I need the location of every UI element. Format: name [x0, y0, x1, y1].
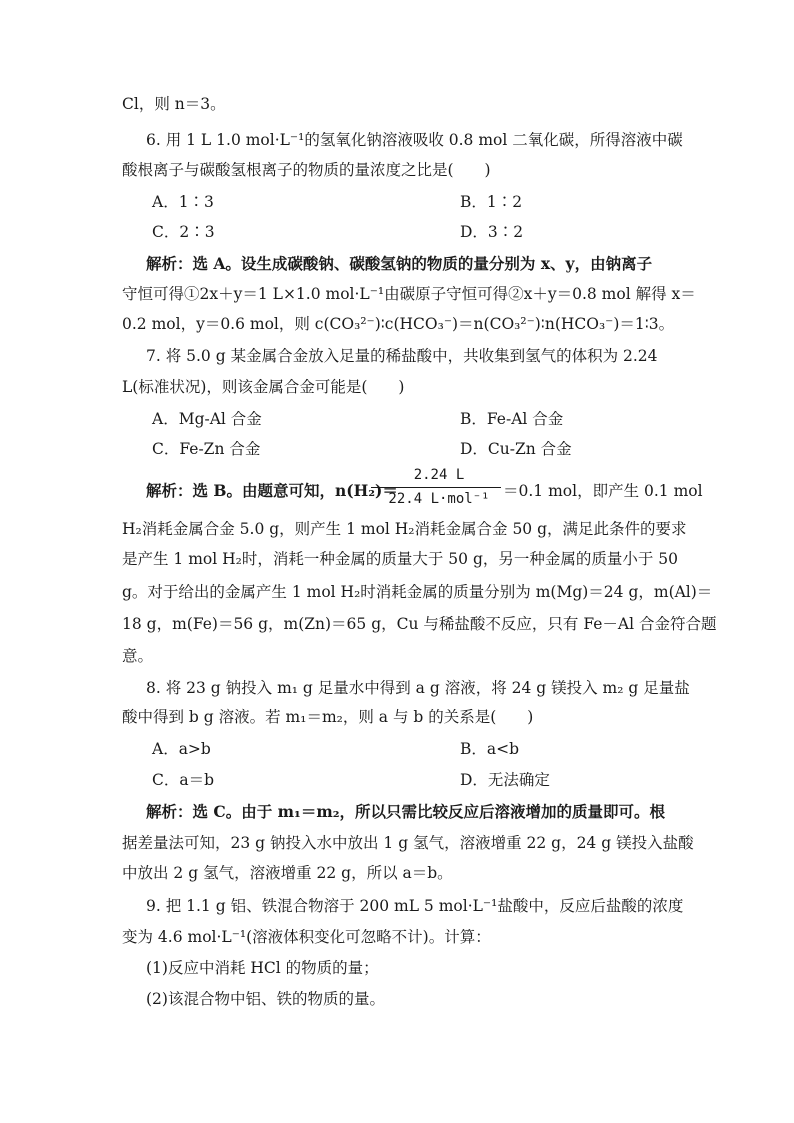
option-c: C．2∶3: [152, 223, 215, 241]
analysis-6: 解析：选 A。设生成碳酸钠、碳酸氢钠的物质的量分别为 x、y，由钠离子: [146, 254, 653, 273]
option-b: B．1∶2: [460, 193, 523, 211]
text-line: 守恒可得①2x＋y＝1 L×1.0 mol·L⁻¹由碳原子守恒可得②x＋y＝0.8 mol 解得 x＝: [122, 285, 696, 303]
option-c: C．a＝b: [152, 771, 215, 789]
text-line: Cl，则 n＝3。: [122, 95, 226, 113]
text-line: 0.2 mol，y＝0.6 mol，则 c(CO₃²⁻)∶c(HCO₃⁻)＝n(CO₃²⁻)∶n(HCO₃⁻)＝1∶3。: [122, 315, 675, 333]
option-b: B．a<b: [460, 740, 520, 758]
option-a: A．Mg-Al 合金: [152, 410, 262, 428]
text-line: 变为 4.6 mol·L⁻¹(溶液体积变化可忽略不计)。计算：: [122, 928, 491, 946]
question-9-stem: 9. 把 1.1 g 铝、铁混合物溶于 200 mL 5 mol·L⁻¹盐酸中，反应后盐酸的浓度: [146, 897, 684, 915]
option-c: C．Fe-Zn 合金: [152, 440, 261, 458]
text-line: H₂消耗金属合金 5.0 g，则产生 1 mol H₂消耗金属合金 50 g，满足此条件的要求: [122, 520, 687, 538]
text-line: 是产生 1 mol H₂时，消耗一种金属的质量大于 50 g，另一种金属的质量小于 50: [122, 550, 679, 568]
option-a: A．1∶3: [152, 193, 214, 211]
text-line: 酸中得到 b g 溶液。若 m₁＝m₂，则 a 与 b 的关系是( ): [122, 708, 534, 726]
analysis-8: 解析：选 C。由于 m₁＝m₂，所以只需比较反应后溶液增加的质量即可。根: [146, 802, 666, 821]
text-line: g。对于给出的金属产生 1 mol H₂时消耗金属的质量分别为 m(Mg)＝24 g，m(Al)＝: [122, 583, 713, 601]
option-a: A．a>b: [152, 740, 211, 758]
sub-question-2: (2)该混合物中铝、铁的物质的量。: [146, 990, 385, 1008]
option-b: B．Fe-Al 合金: [460, 410, 564, 428]
option-d: D．3∶2: [460, 223, 524, 241]
text-line: 酸根离子与碳酸氢根离子的物质的量浓度之比是( ): [122, 161, 491, 179]
option-d: D．无法确定: [460, 771, 550, 789]
question-6-stem: 6. 用 1 L 1.0 mol·L⁻¹的氢氧化钠溶液吸收 0.8 mol 二氧化碳，所得溶液中碳: [146, 131, 683, 149]
fraction-denominator: 22.4 L·mol⁻¹: [388, 491, 490, 507]
option-d: D．Cu-Zn 合金: [460, 440, 572, 458]
text-line: 意。: [122, 647, 154, 665]
text-line: 18 g，m(Fe)＝56 g，m(Zn)＝65 g，Cu 与稀盐酸不反应，只有 Fe－Al 合金符合题: [122, 615, 717, 633]
sub-question-1: (1)反应中消耗 HCl 的物质的量；: [146, 959, 379, 977]
fraction-numerator: 2.24 L: [413, 467, 465, 483]
question-7-stem: 7. 将 5.0 g 某金属合金放入足量的稀盐酸中，共收集到氢气的体积为 2.24: [146, 347, 658, 365]
fraction-bar: [371, 487, 501, 488]
text-line: 中放出 2 g 氢气，溶液增重 22 g，所以 a＝b。: [122, 864, 453, 882]
analysis-7: 解析：选 B。由题意可知，n(H₂)＝: [146, 481, 398, 500]
text-line: 据差量法可知，23 g 钠投入水中放出 1 g 氢气，溶液增重 22 g，24 g 镁投入盐酸: [122, 834, 694, 852]
text-line: L(标准状况)，则该金属合金可能是( ): [122, 378, 405, 396]
question-8-stem: 8. 将 23 g 钠投入 m₁ g 足量水中得到 a g 溶液，将 24 g 镁投入 m₂ g 足量盐: [146, 679, 690, 697]
text-segment: ＝0.1 mol，即产生 0.1 mol: [503, 482, 703, 500]
